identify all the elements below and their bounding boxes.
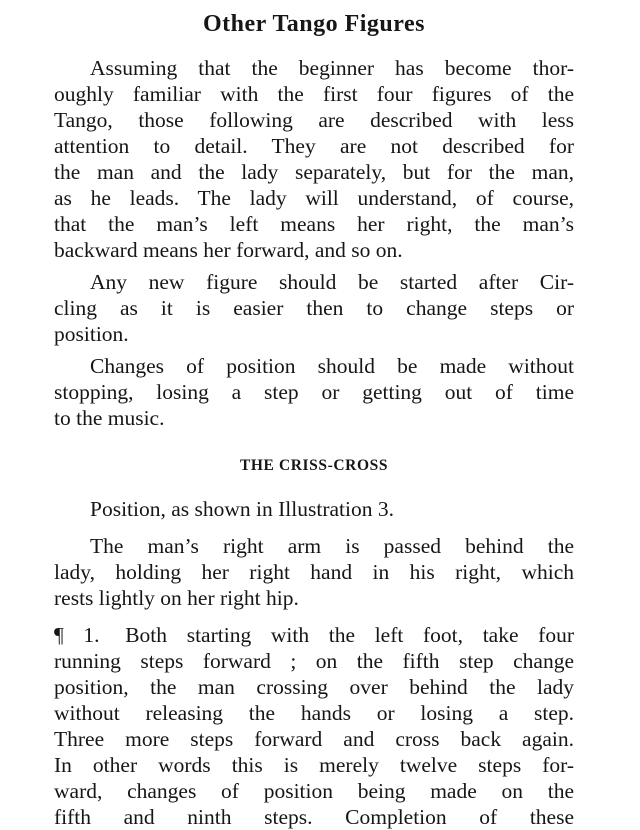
text-line: Tango, those following are described with less — [54, 108, 574, 132]
text-line: position. — [54, 322, 129, 346]
text-line: cling as it is easier then to change steps or — [54, 296, 574, 320]
paragraph-changes-of-position — [54, 353, 574, 431]
text-line: the man and the lady separately, but for the man, — [54, 160, 574, 184]
section-heading: THE CRISS-CROSS — [239, 457, 389, 474]
text-line: attention to detail. They are not described for — [54, 134, 574, 158]
paragraph-arm-placement — [54, 533, 574, 611]
paragraph-position — [54, 496, 574, 522]
text-line: oughly familiar with the first four figures of the — [54, 82, 574, 106]
text-line: position, the man crossing over behind the lady — [54, 675, 574, 699]
book-page — [54, 0, 574, 830]
text-line: Position, as shown in Illustration 3. — [90, 497, 394, 521]
paragraph-intro — [54, 55, 574, 263]
text-line: The man’s right arm is passed behind the — [90, 534, 574, 558]
text-line: Changes of position should be made without — [90, 354, 574, 378]
text-line: stopping, losing a step or getting out of time — [54, 380, 574, 404]
text-line: without releasing the hands or losing a step. — [54, 701, 574, 725]
paragraph-marker: ¶ 1. — [54, 623, 100, 647]
text-line-content: Both starting with the left foot, take four — [125, 623, 574, 647]
text-line: running steps forward ; on the fifth step change — [54, 649, 574, 673]
text-line: lady, holding her right hand in his right, which — [54, 560, 574, 584]
text-line: that the man’s left means her right, the man’s — [54, 212, 574, 236]
text-line: Any new figure should be started after Cir- — [90, 270, 574, 294]
text-line: Assuming that the beginner has become thor- — [90, 56, 574, 80]
paragraph-step-one — [54, 622, 574, 830]
text-line: Three more steps forward and cross back again. — [54, 727, 574, 751]
text-line: fifth and ninth steps. Completion of these — [54, 805, 574, 829]
text-line: to the music. — [54, 406, 165, 430]
text-line: ward, changes of position being made on the — [54, 779, 574, 803]
text-line: as he leads. The lady will understand, of course, — [54, 186, 574, 210]
text-line — [54, 622, 574, 648]
paragraph-new-figure — [54, 269, 574, 347]
text-line: backward means her forward, and so on. — [54, 238, 403, 262]
text-line: In other words this is merely twelve steps for- — [54, 753, 574, 777]
text-line: rests lightly on her right hip. — [54, 586, 299, 610]
chapter-title: Other Tango Figures — [203, 11, 425, 37]
